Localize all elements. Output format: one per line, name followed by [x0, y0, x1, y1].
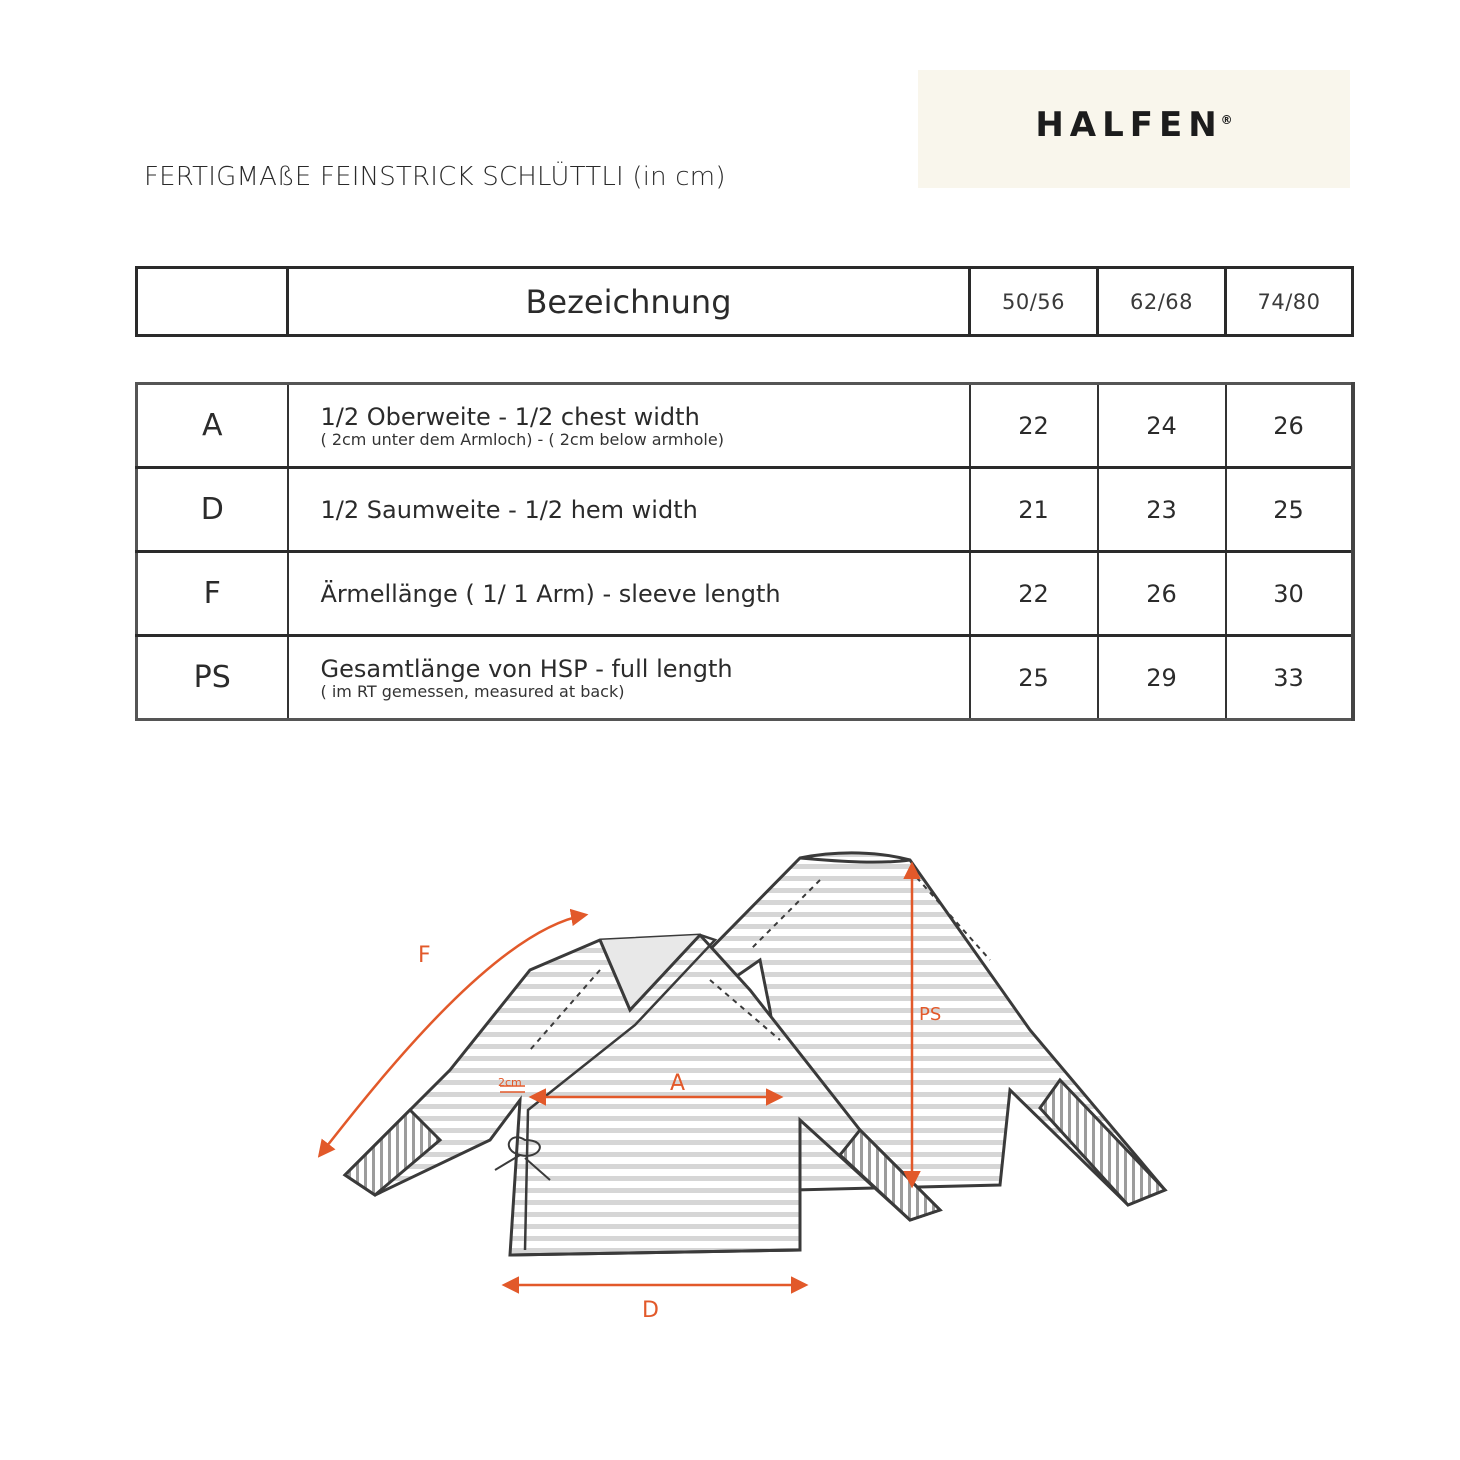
row-label: Ärmellänge ( 1/ 1 Arm) - sleeve length	[320, 579, 781, 608]
page-title: FERTIGMAßE FEINSTRICK SCHLÜTTLI (in cm)	[144, 162, 726, 192]
row-key: PS	[137, 636, 288, 720]
brand-logo-box	[918, 70, 1350, 188]
row-description	[288, 468, 970, 552]
row-key: F	[137, 552, 288, 636]
row-value: 25	[1226, 468, 1353, 552]
table-row	[137, 636, 1353, 720]
header-size-2: 62/68	[1098, 268, 1226, 336]
header-size-3: 74/80	[1257, 289, 1321, 314]
header-size-1: 50/56	[970, 268, 1098, 336]
table-row	[137, 468, 1353, 552]
table-row	[137, 384, 1353, 468]
row-value: 26	[1226, 384, 1353, 468]
row-label: 1/2 Saumweite - 1/2 hem width	[320, 495, 698, 524]
row-sublabel: ( im RT gemessen, measured at back)	[320, 681, 625, 701]
size-header-table	[135, 266, 1354, 337]
row-value: 26	[1098, 552, 1226, 636]
row-description	[288, 384, 970, 468]
row-sublabel: ( 2cm unter dem Armloch) - ( 2cm below armhole)	[320, 429, 724, 449]
label-ps: PS	[919, 1004, 942, 1025]
row-value: 30	[1226, 552, 1353, 636]
row-key: D	[137, 468, 288, 552]
label-d: D	[642, 1298, 659, 1323]
garment-diagram	[300, 840, 1200, 1340]
row-value: 24	[1098, 384, 1226, 468]
label-a: A	[670, 1071, 686, 1096]
brand-logo: HALFEN®	[1035, 105, 1233, 145]
row-value: 21	[970, 468, 1098, 552]
row-description	[288, 636, 970, 720]
row-description	[288, 552, 970, 636]
header-label: Bezeichnung	[288, 268, 970, 336]
label-2cm: 2cm	[498, 1076, 522, 1089]
row-value: 22	[970, 384, 1098, 468]
row-label: Gesamtlänge von HSP - full length	[320, 654, 733, 683]
row-value: 22	[970, 552, 1098, 636]
row-value: 23	[1098, 468, 1226, 552]
header-key-cell	[137, 268, 288, 336]
label-f: F	[418, 943, 431, 968]
row-value: 25	[970, 636, 1098, 720]
row-value: 33	[1273, 663, 1304, 692]
measurements-table	[135, 382, 1355, 721]
row-key: A	[137, 384, 288, 468]
row-label: 1/2 Oberweite - 1/2 chest width	[320, 402, 700, 431]
row-value: 29	[1098, 636, 1226, 720]
table-row	[137, 552, 1353, 636]
